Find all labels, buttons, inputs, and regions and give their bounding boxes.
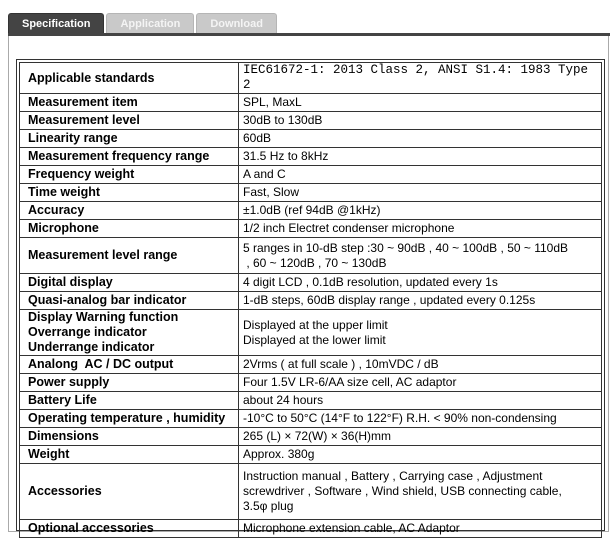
table-row [20,130,602,148]
tab-download[interactable]: Download [196,13,277,34]
spec-key-line: Display Warning function [28,310,179,324]
spec-key: Microphone [20,220,239,238]
spec-value [239,464,602,520]
table-row [20,374,602,392]
spec-value: 30dB to 130dB [239,112,602,130]
spec-value: 4 digit LCD , 0.1dB resolution, updated every 1s [239,274,602,292]
table-row [20,220,602,238]
spec-value: IEC61672-1: 2013 Class 2, ANSI S1.4: 1983 Type 2 [239,63,602,94]
spec-key: Measurement item [20,94,239,112]
spec-value: 31.5 Hz to 8kHz [239,148,602,166]
spec-key: Linearity range [20,130,239,148]
spec-key: Optional accessories [20,520,239,538]
spec-value: A and C [239,166,602,184]
spec-key: Frequency weight [20,166,239,184]
table-row [20,392,602,410]
tab-bar [8,13,279,34]
table-row [20,356,602,374]
table-row [20,63,602,94]
spec-value-line: Displayed at the lower limit [243,332,386,347]
spec-key: Applicable standards [20,63,239,94]
spec-value [239,310,602,356]
spec-value-line: Displayed at the upper limit [243,317,388,332]
spec-value [239,238,602,274]
table-row [20,274,602,292]
spec-key: Operating temperature , humidity [20,410,239,428]
tab-application[interactable]: Application [106,13,194,34]
table-row [20,112,602,130]
spec-value: ±1.0dB (ref 94dB @1kHz) [239,202,602,220]
tab-specification[interactable]: Specification [8,13,104,34]
spec-key: Time weight [20,184,239,202]
spec-key: Dimensions [20,428,239,446]
spec-value-line: 3.5φ plug [243,499,294,513]
spec-value-line: , 60 ~ 120dB , 70 ~ 130dB [243,255,387,270]
spec-key: Digital display [20,274,239,292]
spec-value: Fast, Slow [239,184,602,202]
table-row [20,238,602,274]
table-row [20,292,602,310]
table-row [20,428,602,446]
spec-table [19,62,602,538]
spec-value: 60dB [239,130,602,148]
table-row [20,202,602,220]
spec-key: Measurement frequency range [20,148,239,166]
spec-value: 265 (L) × 72(W) × 36(H)mm [239,428,602,446]
table-row [20,166,602,184]
spec-value: Approx. 380g [239,446,602,464]
table-row [20,94,602,112]
spec-value: -10°C to 50°C (14°F to 122°F) R.H. < 90% non-condensing [239,410,602,428]
spec-value: 1-dB steps, 60dB display range , updated every 0.125s [239,292,602,310]
table-row [20,410,602,428]
table-row [20,446,602,464]
spec-key-line: Underrange indicator [28,340,155,354]
spec-key: Accessories [20,464,239,520]
spec-value: Four 1.5V LR-6/AA size cell, AC adaptor [239,374,602,392]
table-row [20,520,602,538]
spec-key-line: Overrange indicator [28,325,147,339]
table-row [20,148,602,166]
spec-key: Measurement level [20,112,239,130]
spec-key: Accuracy [20,202,239,220]
spec-key: Battery Life [20,392,239,410]
table-row [20,464,602,520]
spec-key: Quasi-analog bar indicator [20,292,239,310]
spec-key: Analong AC / DC output [20,356,239,374]
spec-value: about 24 hours [239,392,602,410]
spec-key: Power supply [20,374,239,392]
spec-value: 1/2 inch Electret condenser microphone [239,220,602,238]
spec-key: Weight [20,446,239,464]
spec-value: SPL, MaxL [239,94,602,112]
table-row [20,310,602,356]
spec-value-line: Instruction manual , Battery , Carrying case , Adjustment [243,469,543,483]
spec-value-line: 5 ranges in 10-dB step :30 ~ 90dB , 40 ~ 100dB , 50 ~ 110dB [243,240,569,255]
spec-key: Measurement level range [20,238,239,274]
spec-key [20,310,239,356]
spec-value: Microphone extension cable, AC Adaptor [239,520,602,538]
spec-value: 2Vrms ( at full scale ) , 10mVDC / dB [239,356,602,374]
table-row [20,184,602,202]
spec-value-line: screwdriver , Software , Wind shield, USB connecting cable, [243,484,562,498]
